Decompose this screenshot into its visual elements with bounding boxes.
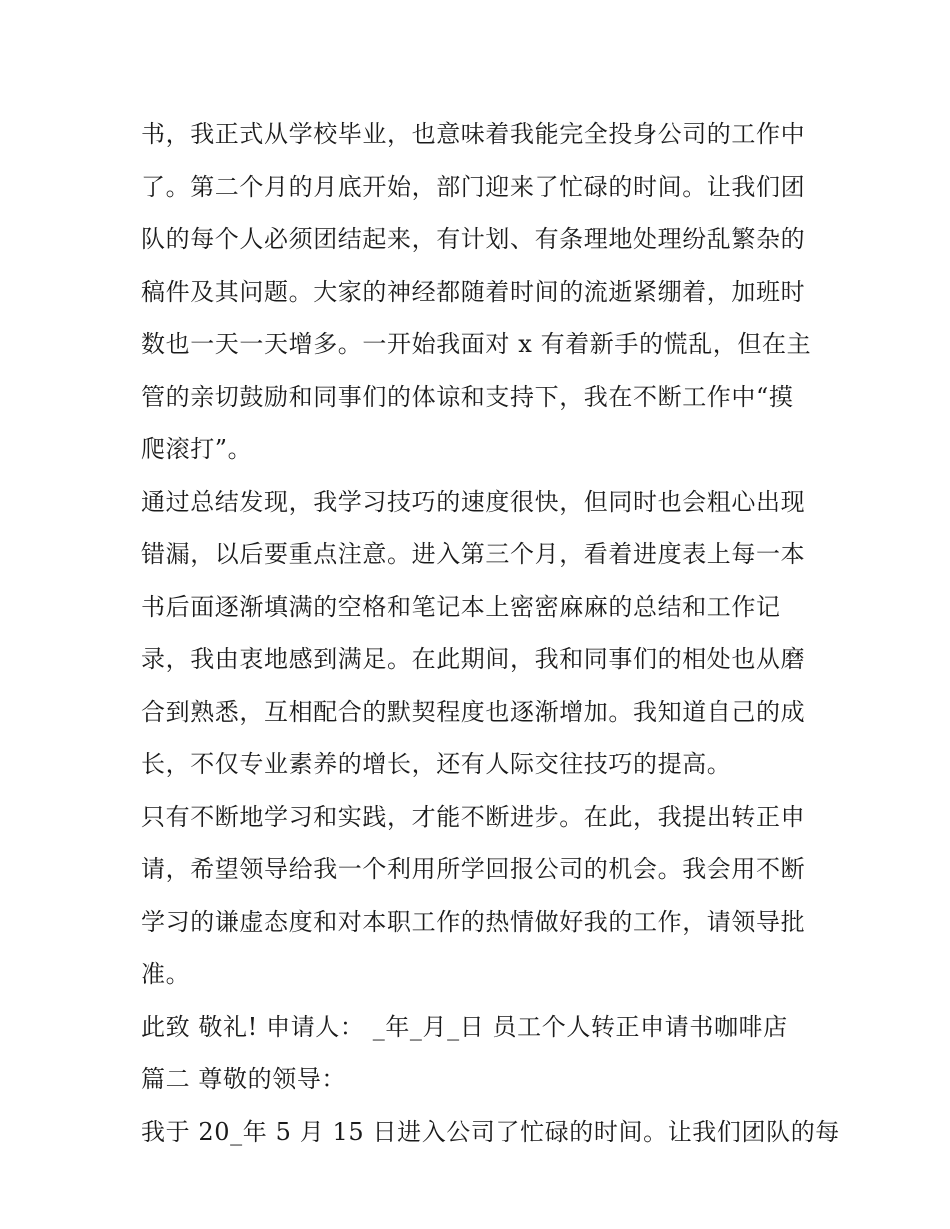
text-line: 错漏，以后要重点注意。进入第三个月，看着进度表上每一本 xyxy=(141,540,806,568)
text-line: 管的亲切鼓励和同事们的体谅和支持下，我在不断工作中“摸 xyxy=(141,382,794,411)
text-line: 此致 敬礼! 申请人： _年_月_日 员工个人转正申请书咖啡店 xyxy=(141,1012,788,1041)
text-line: 请，希望领导给我一个利用所学回报公司的机会。我会用不断 xyxy=(141,855,806,883)
text-line: 合到熟悉，互相配合的默契程度也逐渐增加。我知道自己的成 xyxy=(141,697,806,726)
text-line: 准。 xyxy=(141,960,191,988)
text-line: 稿件及其问题。大家的神经都随着时间的流逝紧绷着，加班时 xyxy=(141,277,806,306)
text-line: 队的每个人必须团结起来，有计划、有条理地处理纷乱繁杂的 xyxy=(141,225,806,253)
text-line: 录，我由衷地感到满足。在此期间，我和同事们的相处也从磨 xyxy=(141,645,806,673)
text-line: 数也一天一天增多。一开始我面对 x 有着新手的慌乱，但在主 xyxy=(141,330,812,358)
document-body xyxy=(141,108,840,1158)
text-line: 通过总结发现，我学习技巧的速度很快，但同时也会粗心出现 xyxy=(141,487,806,516)
text-line: 只有不断地学习和实践，才能不断进步。在此，我提出转正申 xyxy=(141,802,806,831)
text-line: 书，我正式从学校毕业，也意味着我能完全投身公司的工作中 xyxy=(141,120,806,148)
text-line: 了。第二个月的月底开始，部门迎来了忙碌的时间。让我们团 xyxy=(141,172,806,201)
text-line: 我于 20_年 5 月 15 日进入公司了忙碌的时间。让我们团队的每 xyxy=(141,1117,840,1146)
text-line: 书后面逐渐填满的空格和笔记本上密密麻麻的总结和工作记 xyxy=(141,592,781,621)
text-line: 长，不仅专业素养的增长，还有人际交往技巧的提高。 xyxy=(141,750,732,778)
text-line: 学习的谦虚态度和对本职工作的热情做好我的工作，请领导批 xyxy=(141,907,806,936)
text-line: 篇二 尊敬的领导： xyxy=(141,1065,347,1093)
text-line: 爬滚打”。 xyxy=(141,435,253,463)
